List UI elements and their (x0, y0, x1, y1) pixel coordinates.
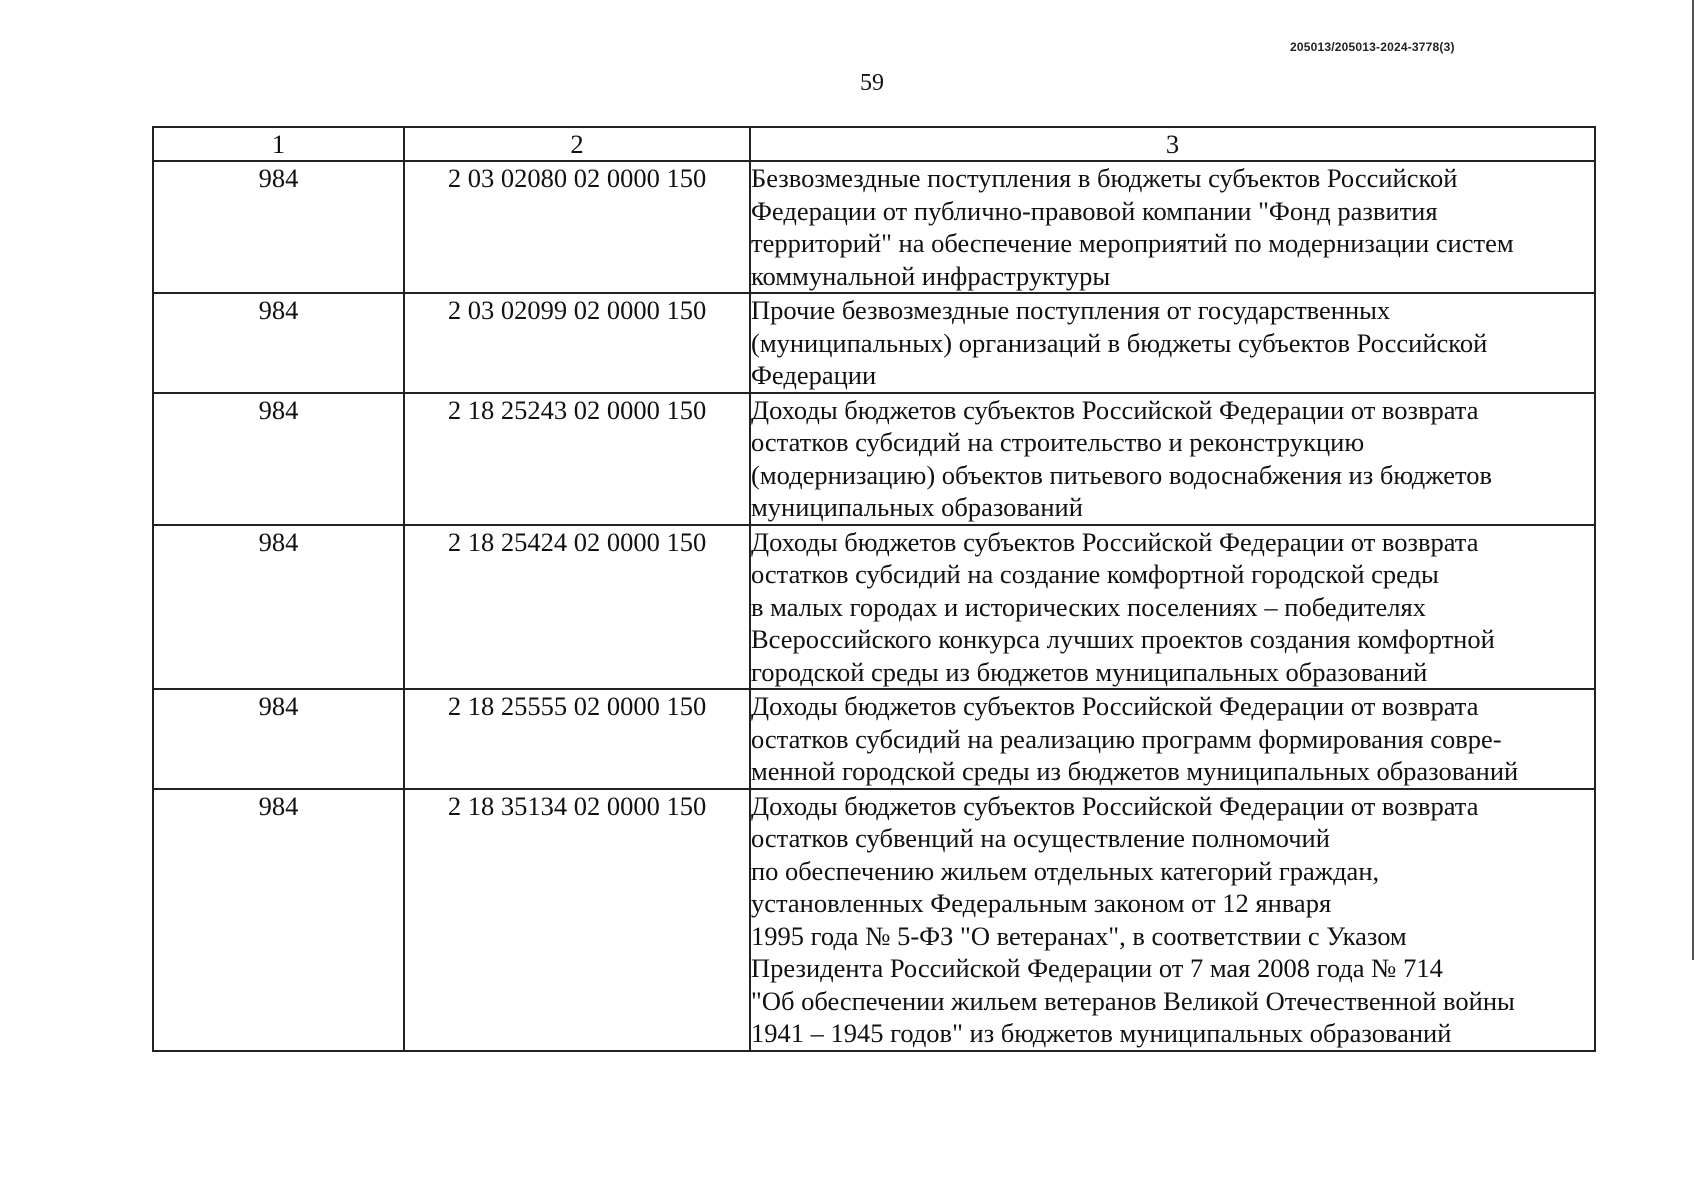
description-line: Доходы бюджетов субъектов Российской Федерации от возврата (751, 526, 1479, 557)
description-cell (750, 689, 1595, 789)
admin-code-cell: 984 (153, 525, 404, 690)
description-line: менной городской среды из бюджетов муниципальных образований (751, 756, 1519, 786)
description-line: Безвозмездные поступления в бюджеты субъектов Российской (751, 163, 1458, 193)
description-line: 1941 – 1945 годов" из бюджетов муниципальных образований (751, 1018, 1452, 1048)
description-line: по обеспечению жильем отдельных категорий граждан, (751, 855, 1380, 886)
description-line: остатков субсидий на создание комфортной городской среды (751, 559, 1439, 589)
description-line: Федерации от публично-правовой компании "Фонд развития (751, 195, 1438, 226)
description-line: остатков субвенций на осуществление полномочий (751, 823, 1330, 853)
admin-code-cell: 984 (153, 293, 404, 393)
table-row (153, 393, 1595, 525)
scan-edge-line (1692, 0, 1694, 960)
description-line: муниципальных образований (751, 492, 1083, 522)
description-cell (750, 789, 1595, 1051)
admin-code-cell: 984 (153, 689, 404, 789)
income-code-cell: 2 03 02080 02 0000 150 (404, 161, 750, 293)
description-line: коммунальной инфраструктуры (751, 260, 1111, 291)
admin-code-cell: 984 (153, 393, 404, 525)
description-line: Доходы бюджетов субъектов Российской Федерации от возврата (751, 790, 1479, 821)
column-header-1: 1 (153, 127, 404, 161)
income-code-cell: 2 18 35134 02 0000 150 (404, 789, 750, 1051)
table-row (153, 689, 1595, 789)
description-line: остатков субсидий на реализацию программ формирования совре- (751, 723, 1502, 754)
description-line: (муниципальных) организаций в бюджеты субъектов Российской (751, 327, 1488, 358)
description-line: Доходы бюджетов субъектов Российской Федерации от возврата (751, 691, 1479, 721)
description-cell (750, 161, 1595, 293)
document-id: 205013/205013-2024-3778(3) (1290, 40, 1455, 54)
description-line: остатков субсидий на строительство и реконструкцию (751, 427, 1365, 457)
column-header-2: 2 (404, 127, 750, 161)
table-row (153, 789, 1595, 1051)
description-line: Президента Российской Федерации от 7 мая 2008 года № 714 (751, 953, 1443, 983)
description-line: установленных Федеральным законом от 12 января (751, 888, 1332, 918)
table-row (153, 161, 1595, 293)
description-line: в малых городах и исторических поселениях – победителях (751, 591, 1426, 622)
admin-code-cell: 984 (153, 161, 404, 293)
description-line: Всероссийского конкурса лучших проектов создания комфортной (751, 624, 1495, 654)
budget-codes-table (152, 126, 1596, 1052)
table-body (153, 161, 1595, 1051)
description-cell (750, 293, 1595, 393)
description-line: "Об обеспечении жильем ветеранов Великой Отечественной войны (751, 985, 1515, 1016)
table-header-row (153, 127, 1595, 161)
description-line: (модернизацию) объектов питьевого водоснабжения из бюджетов (751, 459, 1492, 490)
description-cell (750, 393, 1595, 525)
description-line: 1995 года № 5-ФЗ "О ветеранах", в соответствии с Указом (751, 920, 1407, 951)
income-code-cell: 2 18 25555 02 0000 150 (404, 689, 750, 789)
table-row (153, 525, 1595, 690)
description-line: Федерации (751, 360, 877, 390)
admin-code-cell: 984 (153, 789, 404, 1051)
income-code-cell: 2 03 02099 02 0000 150 (404, 293, 750, 393)
description-line: городской среды из бюджетов муниципальных образований (751, 656, 1428, 687)
description-cell (750, 525, 1595, 690)
table-row (153, 293, 1595, 393)
income-code-cell: 2 18 25424 02 0000 150 (404, 525, 750, 690)
page-number: 59 (860, 70, 884, 96)
column-header-3: 3 (750, 127, 1595, 161)
description-line: Доходы бюджетов субъектов Российской Федерации от возврата (751, 394, 1479, 425)
description-line: территорий" на обеспечение мероприятий по модернизации систем (751, 228, 1514, 258)
income-code-cell: 2 18 25243 02 0000 150 (404, 393, 750, 525)
description-line: Прочие безвозмездные поступления от государственных (751, 295, 1391, 325)
